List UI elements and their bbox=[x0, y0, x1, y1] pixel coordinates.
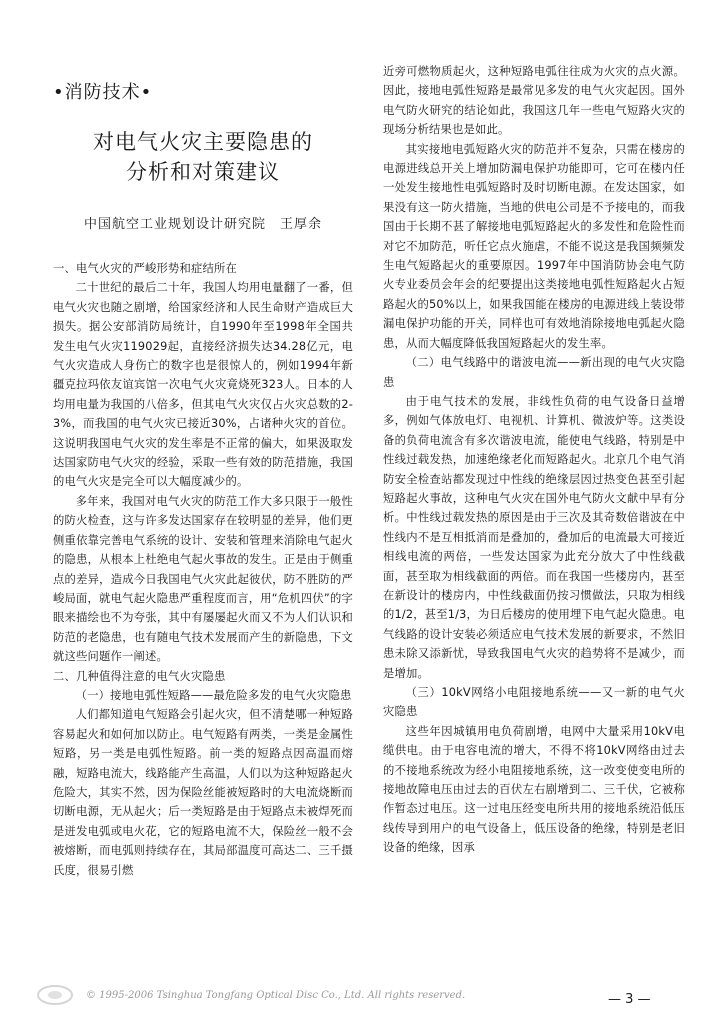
heading-severity: 一、电气火灾的严峻形势和症结所在 bbox=[53, 262, 237, 275]
article-title-line-2: 分析和对策建议 bbox=[126, 160, 280, 184]
author-byline: 中国航空工业规划设计研究院 王厚余 bbox=[83, 217, 322, 232]
left-column bbox=[53, 259, 353, 880]
paragraph: 多年来，我国对电气火灾的防范工作大多只限于一般性的防火检查，这与许多发达国家存在较明显的差异，他们更侧重依靠完善电气系统的设计、安装和管理来消除电气起火的隐患，从根本上杜绝电气起火事故的发生。正是由于侧重点的差异，造成今日我国电气火灾此起彼伏，防不胜防的严峻局面，就电气起火隐患严重程度而言，用“危机四伏”的字眼来描绘也不为夸张，其中有屡屡起火而又不为人们认识和防范的老隐患，也有随电气技术发展而产生的新隐患，下文就这些问题作一阐述。 bbox=[53, 494, 353, 664]
right-column bbox=[383, 62, 685, 858]
subheading-harmonics: （二）电气线路中的谐波电流——新出现的电气火灾隐患 bbox=[383, 356, 685, 389]
paragraph: 二十世纪的最后二十年，我国人均用电量翻了一番，但电气火灾也随之剧增，给国家经济和人民生命财产造成巨大损失。据公安部消防局统计，自1990年至1998年全国共发生电气火灾119029起，直接经济损失达34.28亿元，电气火灾造成人身伤亡的数字也是很惊人的，例如1994年新疆克拉玛依友谊宾馆一次电气火灾竟烧死323人。日本的人均用电量为我国的八倍多，但其电气火灾仅占火灾总数的2- 3%，而我国的电气火灾已接近30%，占诸种火灾的首位。这说明我国电气火灾的发生率是不正常的偏大，如果汲取发达国家防电气火灾的经验，采取一些有效的防范措施，我国的电气火灾是完全可以大幅度减少的。 bbox=[53, 281, 353, 489]
paragraph: 人们都知道电气短路会引起火灾，但不清楚哪一种短路容易起火和如何加以防止。电气短路有两类，一类是金属性短路，另一类是电弧性短路。前一类的短路点因高温而熔融，短路电流大，线路能产生高温，人们以为这种短路起火危险大，其实不然，因为保险丝能被短路时的大电流烧断而切断电源，无从起火；后一类短路是由于短路点未被焊死而是迸发电弧或电火花，它的短路电流不大，保险丝一般不会被熔断，而电弧则持续存在，其局部温度可高达二、三千摄氏度，很易引燃 bbox=[53, 708, 353, 877]
subheading-10kv-grounding: （三）10kV网络小电阻接地系统——又一新的电气火灾隐患 bbox=[383, 686, 685, 719]
paragraph: 这些年因城镇用电负荷剧增，电网中大量采用10kV电缆供电。由于电容电流的增大，不得不将10kV网络由过去的不接地系统改为经小电阻接地系统，这一改变使变电所的接地故障电压由过去的百伏左右剧增到二、三千伏，它被称作暂态过电压。这一过电压经变电所共用的接地系统沿低压线传导到用户的电气设备上，低压设备的绝缘，特别是老旧设备的绝缘，因承 bbox=[383, 724, 685, 855]
heading-hazards: 二、几种值得注意的电气火灾隐患 bbox=[53, 669, 226, 683]
paragraph: 近旁可燃物质起火，这种短路电弧往往成为火灾的点火源。因此，接地电弧性短路是最常见多发的电气火灾起因。国外电气防火研究的结论如此，我国这几年一些电气短路火灾的现场分析结果也是如此。 bbox=[383, 65, 685, 137]
publisher-logo-icon bbox=[36, 984, 74, 1006]
copyright-footer: © 1995-2006 Tsinghua Tongfang Optical Disc Co., Ltd. All rights reserved. bbox=[86, 990, 466, 1001]
section-label: •消防技术• bbox=[53, 82, 153, 103]
page-number: — 3 — bbox=[608, 992, 651, 1007]
subheading-arc-fault: （一）接地电弧性短路——最危险多发的电气火灾隐患 bbox=[75, 688, 352, 702]
article-title bbox=[53, 127, 353, 187]
article-title-line-1: 对电气火灾主要隐患的 bbox=[93, 130, 313, 154]
paragraph: 由于电气技术的发展，非线性负荷的电气设备日益增多，例如气体放电灯、电视机、计算机、微波炉等。这类设备的负荷电流含有多次谐波电流，能使电气线路，特别是中性线过载发热，加速绝缘老化而短路起火。北京几个电气消防安全检查站都发现过中性线的绝缘层因过热变色甚至引起短路起火事故，这种电气火灾在国外电气防火文献中早有分析。中性线过载发热的原因是由于三次及其奇数倍谐波在中性线内不是互相抵消而是叠加的，叠加后的电流最大可接近相线电流的两倍，一些发达国家为此充分放大了中性线截面，甚至取为相线截面的两倍。而在我国一些楼房内，甚至在新设计的楼房内，中性线截面仍按习惯做法，只取为相线的1/2，甚至1/3，为日后楼房的使用埋下电气起火隐患。电气线路的设计安装必须适应电气技术发展的新要求，不然旧患未除又添新忧，导致我国电气火灾的趋势将不是减少，而是增加。 bbox=[383, 394, 685, 680]
paragraph: 其实接地电弧短路火灾的防范并不复杂，只需在楼房的电源进线总开关上增加防漏电保护功能即可，它可在楼内任一处发生接地性电弧短路时及时切断电源。在发达国家，如果没有这一防火措施，当地的供电公司是不予接电的，而我国由于长期不甚了解接地电弧短路起火的多发性和危险性而对它不加防范，听任它点火施虐，不能不说这是我国频频发生电气短路起火的重要原因。1997年中国消防协会电气防火专业委员会年会的纪要提出这类接地电弧性短路起火占短路起火的50%以上，如果我国能在楼房的电源进线上装设带漏电保护功能的开关，同样也可有效地消除接地电弧起火隐患，从而大幅度降低我国短路起火的发生率。 bbox=[383, 142, 685, 350]
